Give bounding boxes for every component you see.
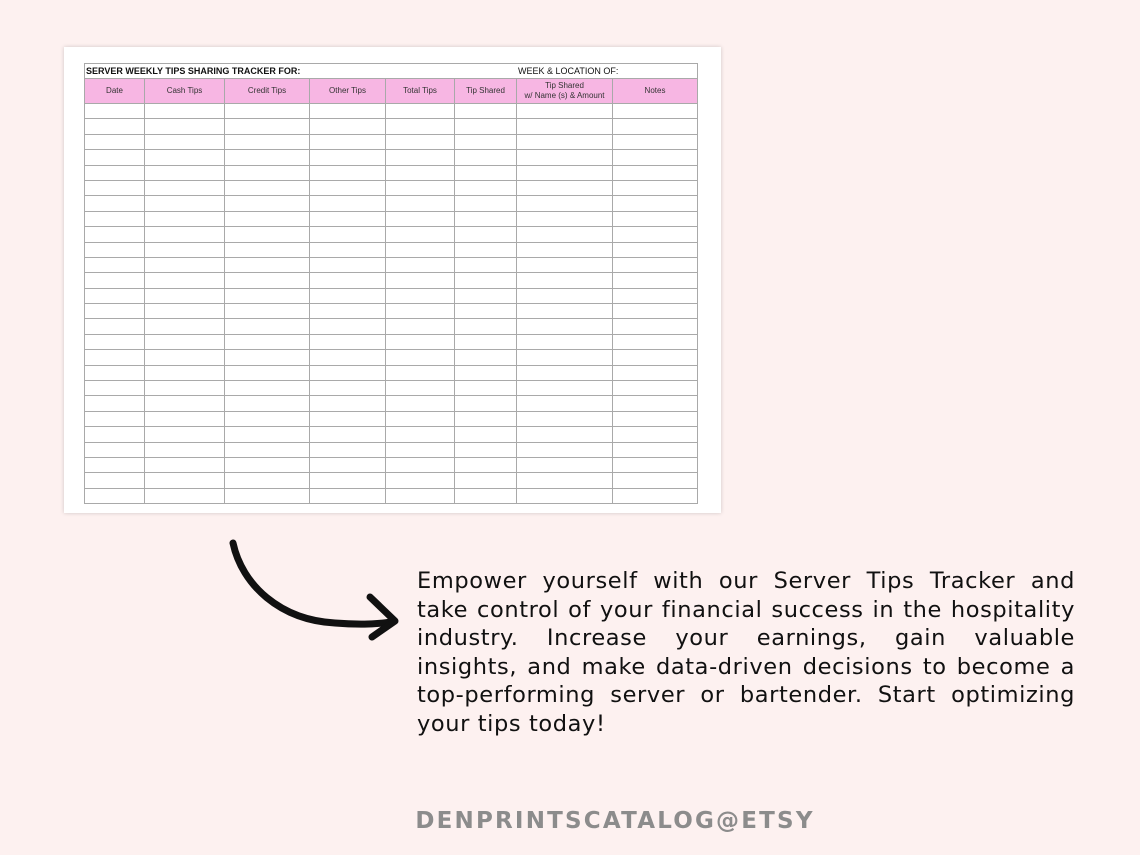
table-cell[interactable] <box>517 488 613 503</box>
table-cell[interactable] <box>517 227 613 242</box>
table-cell[interactable] <box>85 273 145 288</box>
table-row <box>85 242 698 257</box>
table-row <box>85 257 698 272</box>
table-cell[interactable] <box>85 319 145 334</box>
table-cell[interactable] <box>386 211 455 226</box>
tracker-table <box>84 63 698 504</box>
table-cell[interactable] <box>225 473 310 488</box>
description-text: Empower yourself with our Server Tips Tracker and take control of your financial success in the hospitality industry. Increase your earnings, gain valuable insights, and make data-driven decisions to become a top-performing server or bartender. Start optimizing your tips today! <box>417 568 1075 737</box>
table-cell[interactable] <box>517 457 613 472</box>
table-cell[interactable] <box>310 227 386 242</box>
table-cell[interactable] <box>517 165 613 180</box>
table-cell[interactable] <box>386 180 455 195</box>
table-cell[interactable] <box>145 473 225 488</box>
table-cell[interactable] <box>386 365 455 380</box>
table-cell[interactable] <box>225 381 310 396</box>
table-cell[interactable] <box>85 334 145 349</box>
table-cell[interactable] <box>455 104 517 119</box>
table-row <box>85 119 698 134</box>
table-cell[interactable] <box>455 411 517 426</box>
table-cell[interactable] <box>85 180 145 195</box>
table-cell[interactable] <box>85 242 145 257</box>
table-row <box>85 165 698 180</box>
table-cell[interactable] <box>613 427 698 442</box>
table-cell[interactable] <box>310 334 386 349</box>
table-cell[interactable] <box>145 134 225 149</box>
table-cell[interactable] <box>455 319 517 334</box>
table-cell[interactable] <box>386 381 455 396</box>
table-cell[interactable] <box>85 396 145 411</box>
table-row <box>85 427 698 442</box>
table-cell[interactable] <box>310 488 386 503</box>
table-cell[interactable] <box>517 473 613 488</box>
table-cell[interactable] <box>613 227 698 242</box>
table-cell[interactable] <box>225 396 310 411</box>
table-cell[interactable] <box>613 196 698 211</box>
curved-arrow-icon <box>220 535 405 645</box>
table-cell[interactable] <box>225 150 310 165</box>
table-row <box>85 196 698 211</box>
table-cell[interactable] <box>225 288 310 303</box>
table-cell[interactable] <box>85 381 145 396</box>
table-cell[interactable] <box>386 304 455 319</box>
table-cell[interactable] <box>455 288 517 303</box>
table-cell[interactable] <box>455 165 517 180</box>
table-cell[interactable] <box>386 227 455 242</box>
table-cell[interactable] <box>613 150 698 165</box>
table-cell[interactable] <box>386 350 455 365</box>
table-cell[interactable] <box>310 119 386 134</box>
table-cell[interactable] <box>613 257 698 272</box>
table-cell[interactable] <box>225 457 310 472</box>
table-cell[interactable] <box>310 150 386 165</box>
table-cell[interactable] <box>145 242 225 257</box>
table-cell[interactable] <box>310 196 386 211</box>
table-cell[interactable] <box>225 104 310 119</box>
table-cell[interactable] <box>613 457 698 472</box>
table-cell[interactable] <box>386 104 455 119</box>
table-cell[interactable] <box>145 257 225 272</box>
table-cell[interactable] <box>145 180 225 195</box>
table-cell[interactable] <box>386 457 455 472</box>
table-row <box>85 334 698 349</box>
table-cell[interactable] <box>85 427 145 442</box>
table-cell[interactable] <box>225 196 310 211</box>
table-cell[interactable] <box>517 211 613 226</box>
table-cell[interactable] <box>310 134 386 149</box>
table-cell[interactable] <box>85 104 145 119</box>
table-row <box>85 396 698 411</box>
table-cell[interactable] <box>310 457 386 472</box>
column-header: Total Tips <box>386 79 455 104</box>
table-cell[interactable] <box>455 381 517 396</box>
table-cell[interactable] <box>145 411 225 426</box>
table-cell[interactable] <box>517 180 613 195</box>
table-cell[interactable] <box>517 350 613 365</box>
table-cell[interactable] <box>310 288 386 303</box>
table-cell[interactable] <box>455 350 517 365</box>
table-cell[interactable] <box>225 411 310 426</box>
table-cell[interactable] <box>310 211 386 226</box>
table-cell[interactable] <box>455 488 517 503</box>
table-cell[interactable] <box>225 119 310 134</box>
table-cell[interactable] <box>517 427 613 442</box>
table-cell[interactable] <box>517 104 613 119</box>
table-cell[interactable] <box>613 242 698 257</box>
table-cell[interactable] <box>455 242 517 257</box>
table-cell[interactable] <box>145 334 225 349</box>
table-cell[interactable] <box>517 150 613 165</box>
table-cell[interactable] <box>455 180 517 195</box>
table-cell[interactable] <box>517 288 613 303</box>
table-cell[interactable] <box>225 488 310 503</box>
table-cell[interactable] <box>613 134 698 149</box>
table-cell[interactable] <box>517 319 613 334</box>
table-cell[interactable] <box>613 334 698 349</box>
table-cell[interactable] <box>386 396 455 411</box>
table-cell[interactable] <box>310 350 386 365</box>
table-cell[interactable] <box>455 119 517 134</box>
table-cell[interactable] <box>517 304 613 319</box>
table-cell[interactable] <box>517 334 613 349</box>
column-header: Cash Tips <box>145 79 225 104</box>
table-cell[interactable] <box>145 350 225 365</box>
table-cell[interactable] <box>85 165 145 180</box>
table-cell[interactable] <box>613 381 698 396</box>
table-cell[interactable] <box>310 442 386 457</box>
table-cell[interactable] <box>310 304 386 319</box>
table-cell[interactable] <box>613 319 698 334</box>
table-cell[interactable] <box>613 473 698 488</box>
table-cell[interactable] <box>613 119 698 134</box>
table-cell[interactable] <box>455 150 517 165</box>
table-cell[interactable] <box>225 227 310 242</box>
table-cell[interactable] <box>225 365 310 380</box>
table-cell[interactable] <box>386 242 455 257</box>
table-cell[interactable] <box>310 396 386 411</box>
table-cell[interactable] <box>85 211 145 226</box>
table-cell[interactable] <box>225 257 310 272</box>
table-cell[interactable] <box>310 365 386 380</box>
table-cell[interactable] <box>85 134 145 149</box>
table-cell[interactable] <box>386 196 455 211</box>
week-location-label: WEEK & LOCATION OF: <box>517 64 698 79</box>
table-cell[interactable] <box>517 119 613 134</box>
table-cell[interactable] <box>145 119 225 134</box>
table-cell[interactable] <box>310 257 386 272</box>
table-cell[interactable] <box>85 288 145 303</box>
table-cell[interactable] <box>85 457 145 472</box>
table-cell[interactable] <box>145 227 225 242</box>
table-cell[interactable] <box>85 442 145 457</box>
table-row <box>85 381 698 396</box>
table-cell[interactable] <box>310 381 386 396</box>
table-row <box>85 273 698 288</box>
table-cell[interactable] <box>310 273 386 288</box>
table-cell[interactable] <box>386 273 455 288</box>
table-cell[interactable] <box>517 442 613 457</box>
table-cell[interactable] <box>225 180 310 195</box>
table-cell[interactable] <box>455 334 517 349</box>
table-row <box>85 227 698 242</box>
table-cell[interactable] <box>85 411 145 426</box>
table-cell[interactable] <box>386 442 455 457</box>
table-cell[interactable] <box>455 396 517 411</box>
table-cell[interactable] <box>386 119 455 134</box>
table-cell[interactable] <box>310 242 386 257</box>
table-cell[interactable] <box>517 381 613 396</box>
table-cell[interactable] <box>85 350 145 365</box>
table-cell[interactable] <box>455 304 517 319</box>
table-cell[interactable] <box>517 257 613 272</box>
table-cell[interactable] <box>310 104 386 119</box>
table-cell[interactable] <box>386 473 455 488</box>
table-cell[interactable] <box>225 273 310 288</box>
table-row <box>85 288 698 303</box>
table-cell[interactable] <box>310 411 386 426</box>
table-cell[interactable] <box>145 196 225 211</box>
table-cell[interactable] <box>310 473 386 488</box>
table-row <box>85 104 698 119</box>
table-cell[interactable] <box>386 334 455 349</box>
table-cell[interactable] <box>145 104 225 119</box>
tracker-title: SERVER WEEKLY TIPS SHARING TRACKER FOR: <box>85 64 517 79</box>
table-cell[interactable] <box>386 488 455 503</box>
table-cell[interactable] <box>386 257 455 272</box>
table-cell[interactable] <box>386 134 455 149</box>
table-cell[interactable] <box>85 488 145 503</box>
table-cell[interactable] <box>225 319 310 334</box>
table-cell[interactable] <box>310 319 386 334</box>
table-cell[interactable] <box>613 365 698 380</box>
table-row <box>85 473 698 488</box>
column-header: Notes <box>613 79 698 104</box>
table-cell[interactable] <box>145 319 225 334</box>
column-header-row <box>85 79 698 104</box>
table-row <box>85 350 698 365</box>
table-cell[interactable] <box>145 165 225 180</box>
table-cell[interactable] <box>145 273 225 288</box>
table-cell[interactable] <box>145 304 225 319</box>
tracker-body <box>85 104 698 504</box>
table-cell[interactable] <box>85 473 145 488</box>
table-cell[interactable] <box>613 165 698 180</box>
table-row <box>85 211 698 226</box>
table-cell[interactable] <box>145 442 225 457</box>
table-cell[interactable] <box>225 334 310 349</box>
table-cell[interactable] <box>455 457 517 472</box>
table-cell[interactable] <box>85 257 145 272</box>
table-cell[interactable] <box>85 304 145 319</box>
table-cell[interactable] <box>613 396 698 411</box>
table-row <box>85 365 698 380</box>
column-header: Tip Shared <box>455 79 517 104</box>
table-cell[interactable] <box>613 411 698 426</box>
table-row <box>85 134 698 149</box>
tracker-grid <box>84 63 697 504</box>
table-cell[interactable] <box>455 365 517 380</box>
table-row <box>85 304 698 319</box>
table-cell[interactable] <box>145 457 225 472</box>
table-cell[interactable] <box>455 134 517 149</box>
table-row <box>85 457 698 472</box>
table-cell[interactable] <box>517 196 613 211</box>
table-cell[interactable] <box>613 304 698 319</box>
table-cell[interactable] <box>145 488 225 503</box>
table-cell[interactable] <box>85 365 145 380</box>
table-cell[interactable] <box>455 211 517 226</box>
table-cell[interactable] <box>613 442 698 457</box>
table-row <box>85 442 698 457</box>
tracker-title-row <box>85 64 698 79</box>
table-row <box>85 180 698 195</box>
column-header: Tip Shared w/ Name (s) & Amount <box>517 79 613 104</box>
table-cell[interactable] <box>145 381 225 396</box>
table-cell[interactable] <box>455 442 517 457</box>
shop-footer: DENPRINTSCATALOG@ETSY <box>415 808 815 834</box>
table-cell[interactable] <box>310 165 386 180</box>
table-cell[interactable] <box>225 427 310 442</box>
table-row <box>85 411 698 426</box>
table-cell[interactable] <box>613 288 698 303</box>
table-cell[interactable] <box>386 319 455 334</box>
table-cell[interactable] <box>145 396 225 411</box>
tracker-sheet <box>64 47 721 513</box>
table-cell[interactable] <box>225 442 310 457</box>
table-cell[interactable] <box>310 427 386 442</box>
table-cell[interactable] <box>386 165 455 180</box>
table-cell[interactable] <box>613 104 698 119</box>
table-cell[interactable] <box>613 211 698 226</box>
table-cell[interactable] <box>517 273 613 288</box>
column-header: Credit Tips <box>225 79 310 104</box>
table-cell[interactable] <box>225 211 310 226</box>
table-cell[interactable] <box>613 350 698 365</box>
table-cell[interactable] <box>85 196 145 211</box>
table-cell[interactable] <box>613 488 698 503</box>
table-cell[interactable] <box>455 196 517 211</box>
table-cell[interactable] <box>145 211 225 226</box>
table-cell[interactable] <box>145 365 225 380</box>
table-cell[interactable] <box>455 473 517 488</box>
table-cell[interactable] <box>386 288 455 303</box>
table-cell[interactable] <box>225 350 310 365</box>
table-cell[interactable] <box>455 227 517 242</box>
table-cell[interactable] <box>386 427 455 442</box>
table-cell[interactable] <box>310 180 386 195</box>
column-header: Other Tips <box>310 79 386 104</box>
table-cell[interactable] <box>517 134 613 149</box>
table-cell[interactable] <box>386 411 455 426</box>
table-cell[interactable] <box>455 257 517 272</box>
table-cell[interactable] <box>386 150 455 165</box>
table-cell[interactable] <box>517 411 613 426</box>
table-cell[interactable] <box>145 150 225 165</box>
table-cell[interactable] <box>613 273 698 288</box>
table-cell[interactable] <box>455 427 517 442</box>
table-row <box>85 488 698 503</box>
table-row <box>85 319 698 334</box>
column-header: Date <box>85 79 145 104</box>
table-row <box>85 150 698 165</box>
table-cell[interactable] <box>85 150 145 165</box>
table-cell[interactable] <box>225 134 310 149</box>
table-cell[interactable] <box>517 242 613 257</box>
table-cell[interactable] <box>613 180 698 195</box>
table-cell[interactable] <box>145 288 225 303</box>
table-cell[interactable] <box>85 227 145 242</box>
table-cell[interactable] <box>85 119 145 134</box>
table-cell[interactable] <box>517 396 613 411</box>
table-cell[interactable] <box>225 165 310 180</box>
table-cell[interactable] <box>225 242 310 257</box>
table-cell[interactable] <box>455 273 517 288</box>
table-cell[interactable] <box>225 304 310 319</box>
table-cell[interactable] <box>145 427 225 442</box>
table-cell[interactable] <box>517 365 613 380</box>
